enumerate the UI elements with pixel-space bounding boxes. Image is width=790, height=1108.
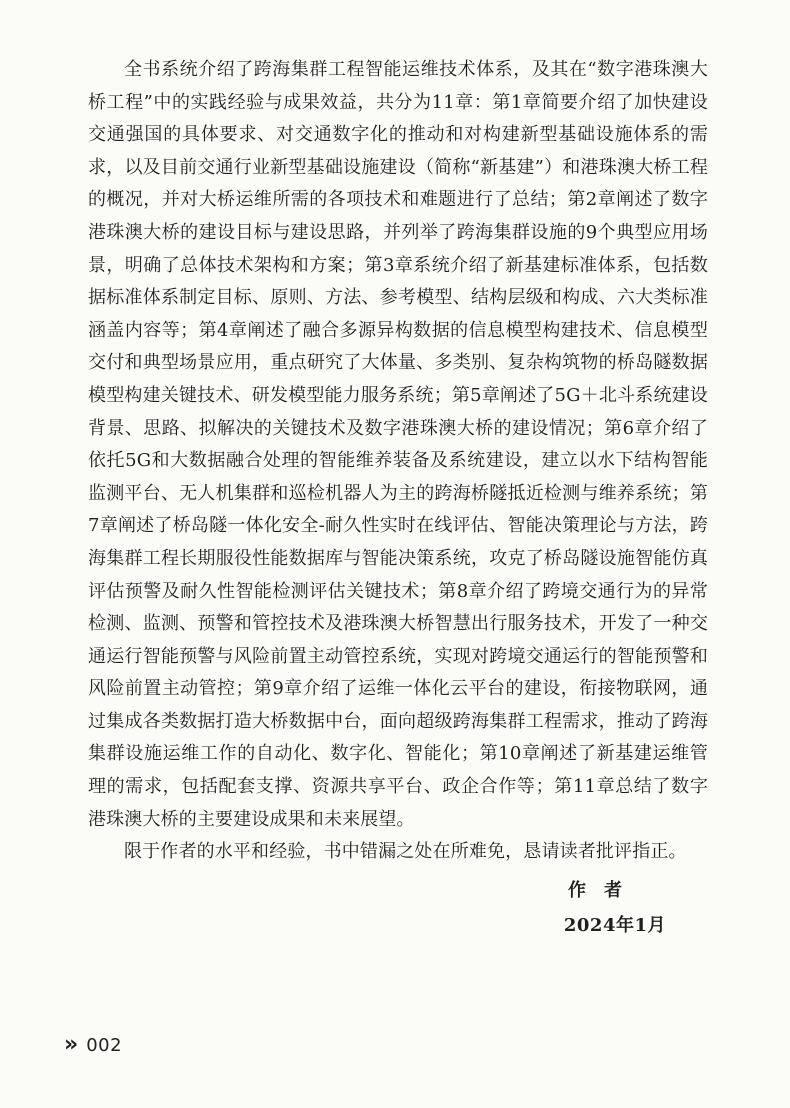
- author-signature: 作者: [568, 880, 640, 901]
- preface-paragraph-closing: 限于作者的水平和经验，书中错漏之处在所难免，恳请读者批评指正。: [124, 841, 687, 863]
- page-footer: [64, 1034, 122, 1056]
- preface-content: [88, 54, 708, 869]
- signature-date: 2024年1月: [563, 915, 666, 936]
- double-chevron-right-icon: »: [64, 1032, 79, 1057]
- preface-paragraph-main: 全书系统介绍了跨海集群工程智能运维技术体系，及其在“数字港珠澳大桥工程”中的实践经验与成果效益，共分为11章：第1章简要介绍了加快建设交通强国的具体要求、对交通数字化的推动和对构建新型基础设施体系的需求，以及目前交通行业新型基础设施建设（简称“新基建”）和港珠澳大桥工程的概况，并对大桥运维所需的各项技术和难题进行了总结；第2章阐述了数字港珠澳大桥的建设目标与建设思路，并列举了跨海集群设施的9个典型应用场景，明确了总体技术架构和方案；第3章系统介绍了新基建标准体系，包括数据标准体系制定目标、原则、方法、参考模型、结构层级和构成、六大类标准涵盖内容等；第4章阐述了融合多源异构数据的信息模型构建技术、信息模型交付和典型场景应用，重点研究了大体量、多类别、复杂构筑物的桥岛隧数据模型构建关键技术、研发模型能力服务系统；第5章阐述了5G＋北斗系统建设背景、思路、拟解决的关键技术及数字港珠澳大桥的建设情况；第6章介绍了依托5G和大数据融合处理的智能维养装备及系统建设，建立以水下结构智能监测平台、无人机集群和巡检机器人为主的跨海桥隧抵近检测与维养系统；第7章阐述了桥岛隧一体化安全-耐久性实时在线评估、智能决策理论与方法，跨海集群工程长期服役性能数据库与智能决策系统，攻克了桥岛隧设施智能仿真评估预警及耐久性智能检测评估关键技术；第8章介绍了跨境交通行为的异常检测、监测、预警和管控技术及港珠澳大桥智慧出行服务技术，开发了一种交通运行智能预警与风险前置主动管控系统，实现对跨境交通运行的智能预警和风险前置主动管控；第9章介绍了运维一体化云平台的建设，衔接物联网，通过集成各类数据打造大桥数据中台，面向超级跨海集群工程需求，推动了跨海集群设施运维工作的自动化、数字化、智能化；第10章阐述了新基建运维管理的需求，包括配套支撑、资源共享平台、政企合作等；第11章总结了数字港珠澳大桥的主要建设成果和未来展望。: [88, 59, 708, 830]
- page-number: 002: [86, 1034, 123, 1056]
